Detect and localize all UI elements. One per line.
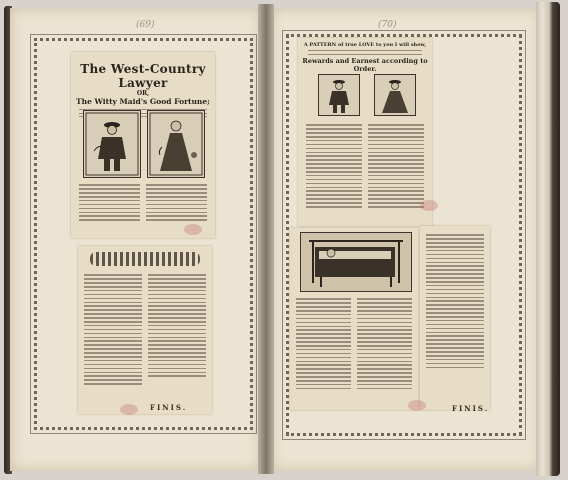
right-ballad-top	[298, 38, 432, 226]
right-ballad-bottom-left	[290, 228, 418, 410]
right-top-verses	[306, 122, 424, 210]
right-bottom-verses-left	[296, 296, 412, 392]
library-stamp	[184, 224, 202, 235]
woodcut-gentleman	[318, 74, 360, 116]
decorative-border	[90, 252, 200, 266]
left-folio-number: (69)	[136, 20, 155, 30]
right-bottom-verses-right	[426, 232, 484, 370]
library-stamp	[408, 400, 426, 411]
book-gutter	[258, 4, 274, 474]
right-finis: FINIS.	[452, 404, 490, 413]
book-edge	[536, 2, 560, 476]
library-stamp	[420, 200, 438, 211]
ballad-title: The West-Country Lawyer	[80, 62, 206, 90]
left-ballad-top	[71, 52, 215, 238]
woodcut-lady	[374, 74, 416, 116]
ballad-or: OR,	[136, 90, 150, 97]
left-finis: FINIS.	[150, 403, 188, 412]
ballad-subtitle: The Witty Maid's Good Fortune;	[76, 97, 210, 106]
library-stamp	[120, 404, 138, 415]
woodcut-woman	[147, 110, 205, 178]
woodcut-man	[83, 110, 141, 178]
right-folio-number: (70)	[378, 20, 397, 30]
section-heading: Rewards and Earnest according to Order.	[302, 57, 428, 74]
right-ballad-bottom-right	[420, 226, 490, 410]
pattern-subtext	[308, 50, 422, 55]
pattern-line: A PATTERN of true LOVE to you I will show,	[303, 42, 427, 48]
left-top-verses	[79, 182, 207, 223]
left-bottom-verses	[84, 272, 206, 387]
left-ballad-bottom	[78, 246, 212, 414]
woodcut-bed-scene	[300, 232, 412, 292]
